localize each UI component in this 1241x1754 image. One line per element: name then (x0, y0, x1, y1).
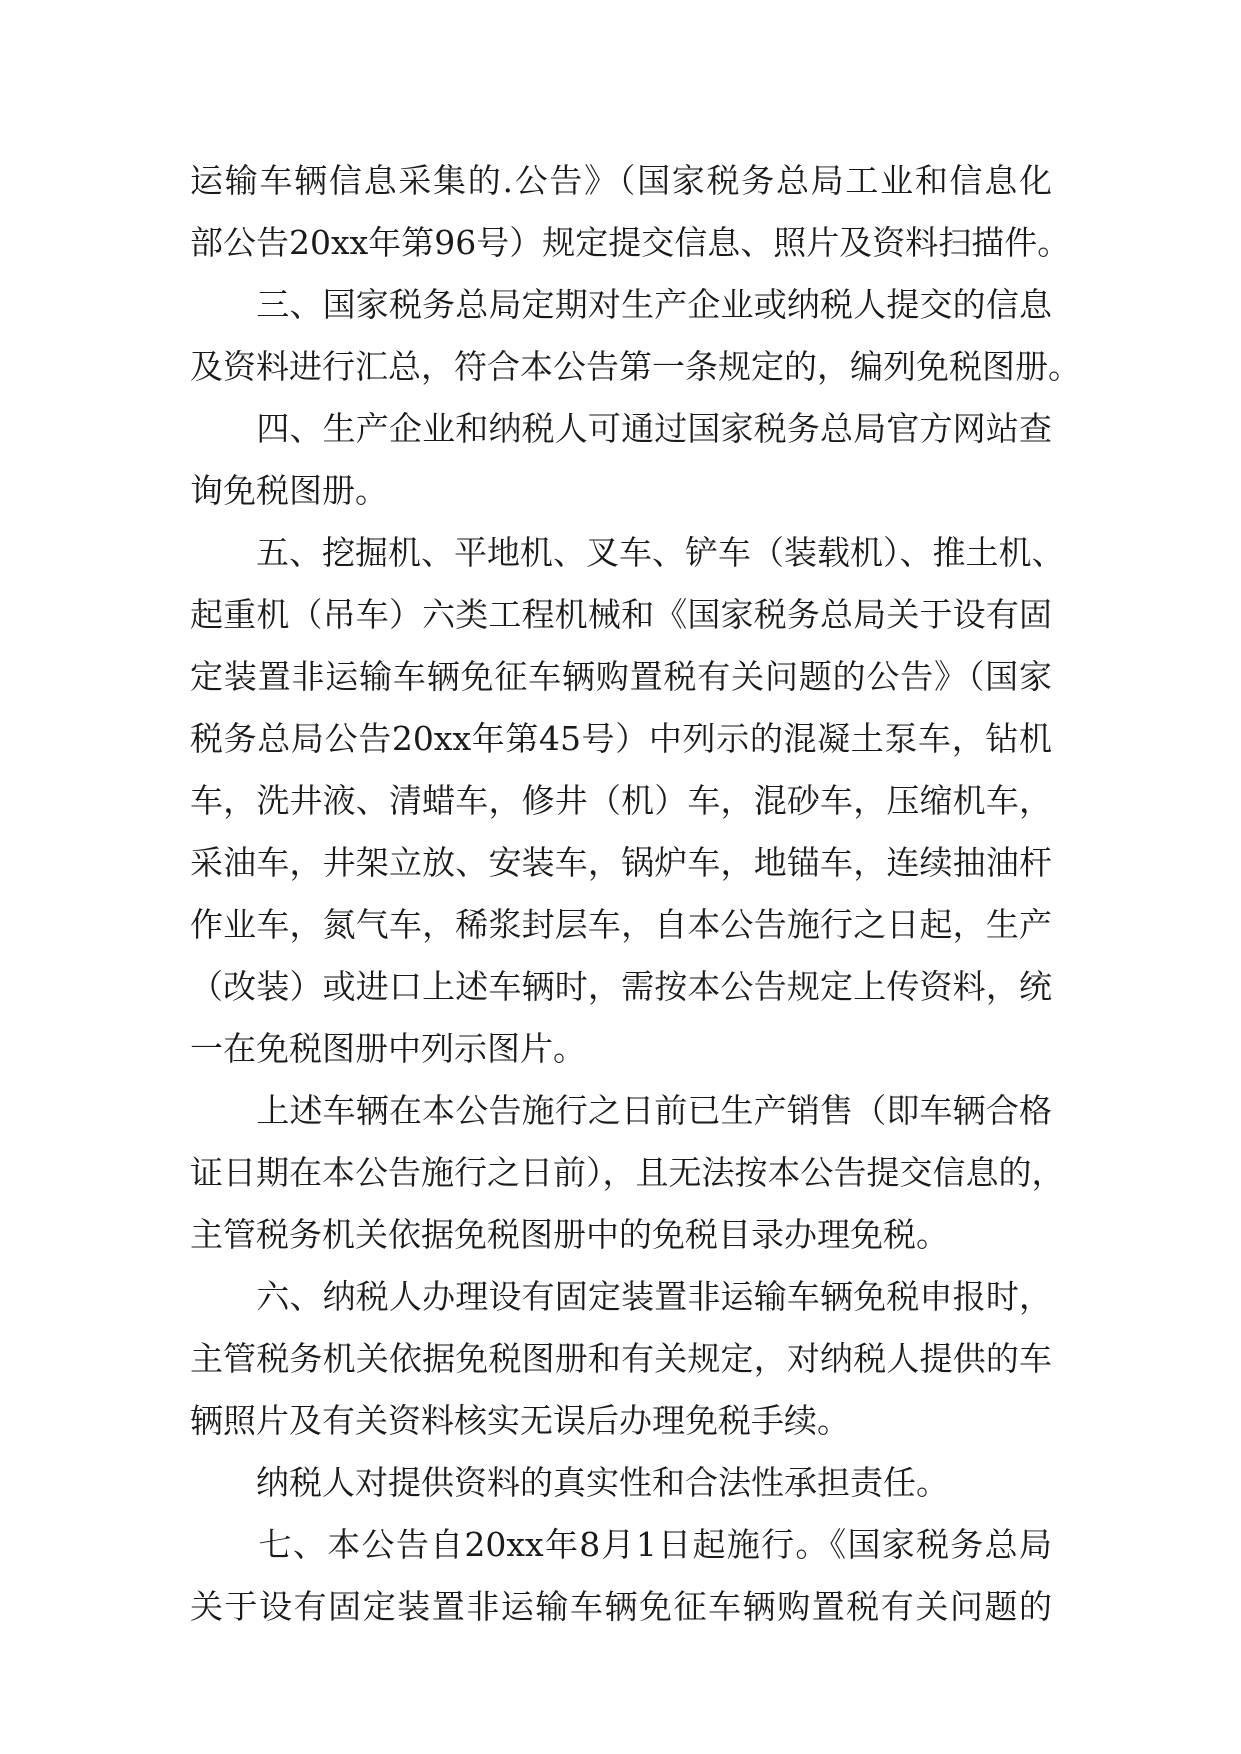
paragraph-start-line: 五、挖掘机、平地机、叉车、铲车（装载机）、推土机、 (190, 533, 1065, 572)
text-line: （改装）或进口上述车辆时，需按本公告规定上传资料，统 (190, 967, 1052, 1006)
paragraph-end-line: 主管税务机关依据免税图册中的免税目录办理免税。 (190, 1215, 949, 1254)
paragraph-end-line: 一在免税图册中列示图片。 (190, 1029, 586, 1068)
text-line: 关于设有固定装置非运输车辆免征车辆购置税有关问题的 (190, 1587, 1052, 1626)
document-page (190, 158, 1081, 1646)
paragraph-end-line: 询免税图册。 (190, 471, 388, 510)
text-line: 定装置非运输车辆免征车辆购置税有关问题的公告》（国家 (190, 657, 1052, 696)
text-line: 主管税务机关依据免税图册和有关规定，对纳税人提供的车 (190, 1339, 1052, 1378)
text-line: 车，洗井液、清蜡车，修井（机）车，混砂车，压缩机车， (190, 781, 1052, 820)
text-line: 证日期在本公告施行之日前），且无法按本公告提交信息的， (190, 1153, 1065, 1192)
paragraph-start-line: 四、生产企业和纳税人可通过国家税务总局官方网站查 (190, 409, 1052, 448)
text-line: 采油车，井架立放、安装车，锅炉车，地锚车，连续抽油杆 (190, 843, 1052, 882)
text-line: 作业车，氮气车，稀浆封层车，自本公告施行之日起，生产 (190, 905, 1052, 944)
paragraph-start-line: 上述车辆在本公告施行之日前已生产销售（即车辆合格 (190, 1091, 1052, 1130)
text-line: 及资料进行汇总，符合本公告第一条规定的，编列免税图册。 (190, 347, 1081, 386)
paragraph-start-line: 六、纳税人办理设有固定装置非运输车辆免税申报时， (190, 1277, 1052, 1316)
text-line: 运输车辆信息采集的.公告》（国家税务总局工业和信息化 (190, 161, 1052, 200)
paragraph-start-line: 七、本公告自20xx年8月1日起施行。《国家税务总局 (190, 1525, 1052, 1564)
paragraph-start-line: 三、国家税务总局定期对生产企业或纳税人提交的信息 (190, 285, 1052, 324)
paragraph-line: 纳税人对提供资料的真实性和合法性承担责任。 (190, 1463, 949, 1502)
text-line: 起重机（吊车）六类工程机械和《国家税务总局关于设有固 (190, 595, 1052, 634)
text-line: 部公告20xx年第96号）规定提交信息、照片及资料扫描件。 (190, 223, 1071, 262)
paragraph-end-line: 辆照片及有关资料核实无误后办理免税手续。 (190, 1401, 850, 1440)
text-line: 税务总局公告20xx年第45号）中列示的混凝土泵车，钻机 (190, 719, 1052, 758)
